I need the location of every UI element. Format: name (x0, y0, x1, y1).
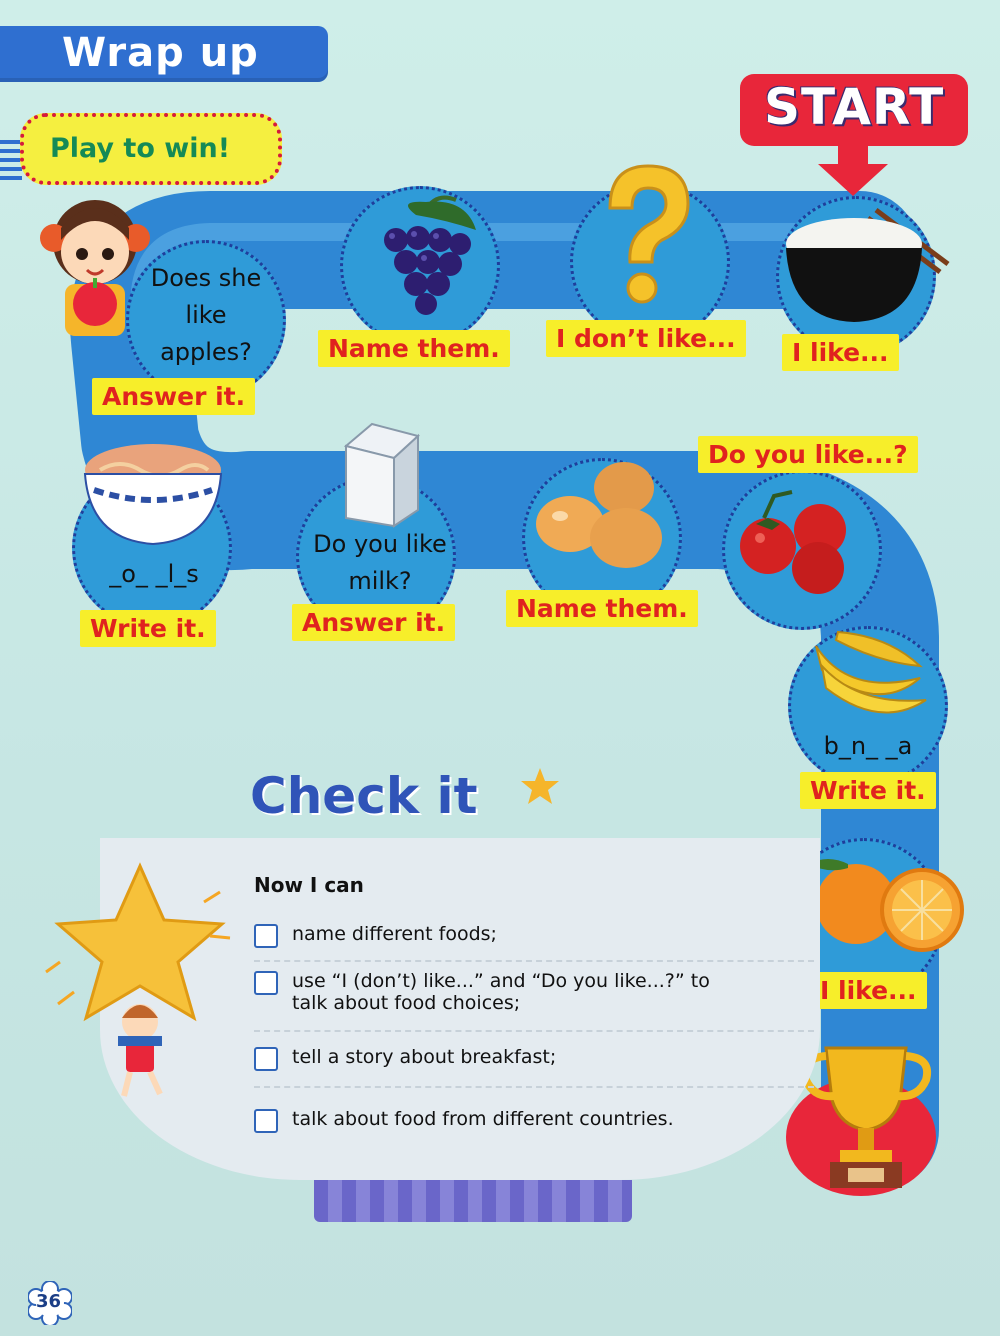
checklist-text (292, 970, 710, 1014)
page-number: 36 (36, 1291, 62, 1312)
checkbox[interactable] (254, 971, 278, 995)
checklist-text: talk about food from different countries. (292, 1108, 674, 1130)
page-title: Wrap up (62, 30, 259, 76)
girl-with-star-icon (44, 862, 234, 1102)
divider (254, 960, 814, 962)
label-name-them-2: Name them. (506, 590, 698, 627)
checkbox[interactable] (254, 924, 278, 948)
checklist-text-line: talk about food choices; (292, 992, 521, 1014)
star-icon (520, 766, 560, 806)
bananas-icon (808, 626, 932, 726)
label-do-you-like: Do you like...? (698, 436, 918, 473)
stripes-decoration (0, 140, 22, 184)
label-answer-it-2: Answer it. (292, 604, 455, 641)
question-circle-text: Does she like apples? (150, 264, 262, 367)
checklist-text-line: use “I (don’t) like...” and “Do you like...?” to (292, 970, 710, 992)
checklist-item[interactable] (254, 1108, 674, 1133)
noodles-bowl-icon (80, 440, 226, 550)
check-it-heading: Check it (250, 767, 478, 825)
question-mark-icon (590, 158, 700, 308)
label-i-like: I like... (782, 334, 899, 371)
checklist-text: tell a story about breakfast; (292, 1046, 557, 1068)
grapes-icon (356, 190, 496, 330)
label-name-them: Name them. (318, 330, 510, 367)
checklist-item[interactable] (254, 923, 497, 948)
checklist-item[interactable] (254, 1046, 556, 1071)
banana-circle-text: b_n_ _a (823, 732, 913, 760)
noodles-circle-text: _o_ _l_s (109, 560, 199, 588)
eggs-icon (526, 450, 676, 580)
label-write-it: Write it. (80, 610, 216, 647)
checklist-item[interactable] (254, 970, 710, 1014)
tomatoes-icon (734, 488, 864, 598)
checklist-text: name different foods; (292, 923, 497, 945)
label-i-like-2: I like... (810, 972, 927, 1009)
start-arrow-icon (818, 146, 888, 196)
milk-circle-text: Do you like milk? (313, 530, 447, 596)
milk-carton-icon (332, 418, 426, 528)
label-answer-it: Answer it. (92, 378, 255, 415)
trophy-icon (796, 1040, 936, 1192)
play-to-win-heading: Play to win! (50, 133, 231, 164)
panel-base (314, 1180, 632, 1222)
label-write-it-2: Write it. (800, 772, 936, 809)
divider (254, 1030, 814, 1032)
divider (254, 1086, 814, 1088)
start-label: START (764, 78, 945, 136)
now-i-can-heading: Now I can (254, 873, 364, 897)
label-i-dont-like: I don’t like... (546, 320, 746, 357)
checkbox[interactable] (254, 1047, 278, 1071)
checkbox[interactable] (254, 1109, 278, 1133)
rice-bowl-icon (780, 200, 950, 330)
